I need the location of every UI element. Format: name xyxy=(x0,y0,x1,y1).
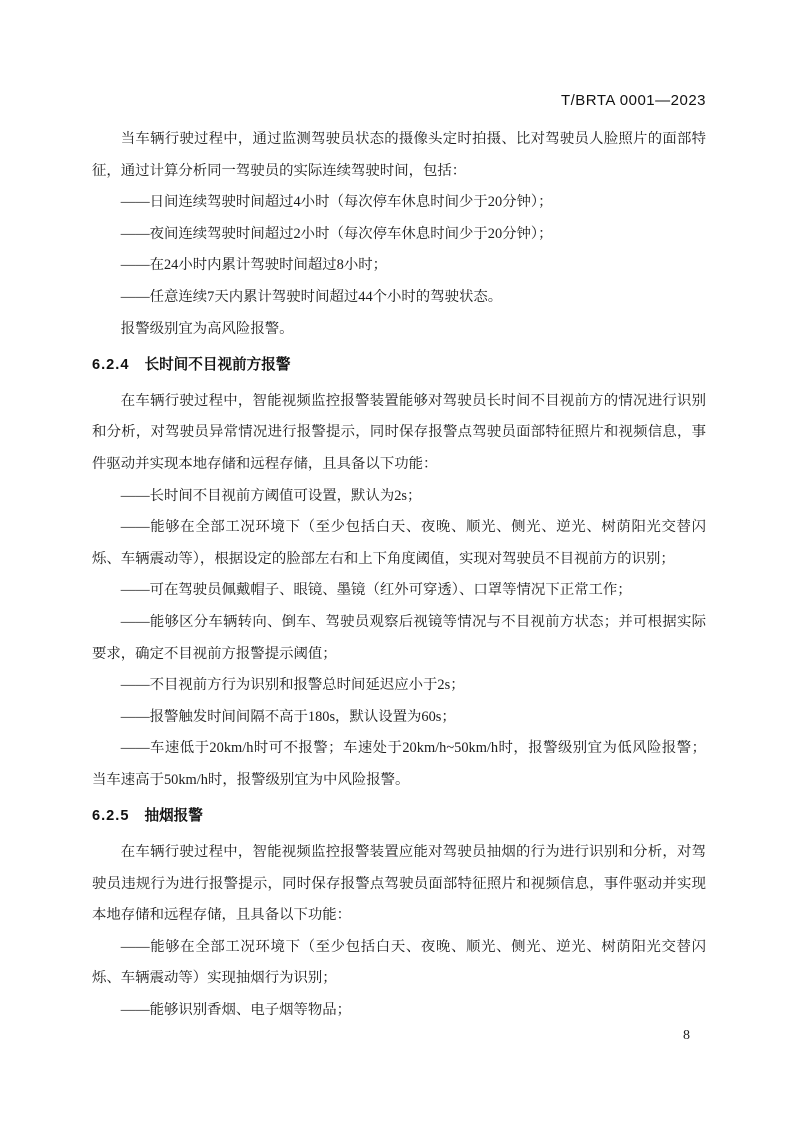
list-item: ——长时间不目视前方阈值可设置，默认为2s； xyxy=(120,487,422,504)
list-item: ——能够在全部工况环境下（至少包括白天、夜晚、顺光、侧光、逆光、树荫阳光交替闪烁、车辆震动等）实现抽烟行为识别； xyxy=(92,938,706,987)
doc-number: T/BRTA 0001—2023 xyxy=(560,92,706,109)
list-item: ——车速低于20km/h时可不报警；车速处于20km/h~50km/h时，报警级别宜为低风险报警；当车速高于50km/h时，报警级别宜为中风险报警。 xyxy=(92,740,706,788)
list-item: ——报警触发时间间隔不高于180s，默认设置为60s； xyxy=(120,708,456,725)
intro-closing: 报警级别宜为高风险报警。 xyxy=(120,320,294,337)
list-item: ——夜间连续驾驶时间超过2小时（每次停车休息时间少于20分钟）； xyxy=(120,225,553,242)
section-title: 抽烟报警 xyxy=(144,808,203,825)
section-number: 6.2.5 xyxy=(92,808,130,825)
page-footer xyxy=(683,1028,690,1044)
list-item: ——任意连续7天内累计驾驶时间超过44个小时的驾驶状态。 xyxy=(120,288,503,305)
list-item: ——不目视前方行为识别和报警总时间延迟应小于2s； xyxy=(120,677,465,694)
document-body xyxy=(92,124,706,1027)
section-number: 6.2.4 xyxy=(92,357,130,374)
section-heading-624 xyxy=(92,350,706,382)
list-item: ——能够区分车辆转向、倒车、驾驶员观察后视镜等情况与不目视前方状态；并可根据实际要求，确定不目视前方报警提示阈值； xyxy=(92,613,706,662)
section-624-paragraph: 在车辆行驶过程中，智能视频监控报警装置能够对驾驶员长时间不目视前方的情况进行识别和分析，对驾驶员异常情况进行报警提示，同时保存报警点驾驶员面部特征照片和视频信息，事件驱动并实现本地存储和远程存储，且具备以下功能： xyxy=(92,392,706,472)
list-item: ——日间连续驾驶时间超过4小时（每次停车休息时间少于20分钟）； xyxy=(120,194,553,211)
running-header xyxy=(561,92,706,109)
page-number: 8 xyxy=(683,1028,690,1043)
list-item: ——在24小时内累计驾驶时间超过8小时； xyxy=(120,257,388,274)
section-625-paragraph: 在车辆行驶过程中，智能视频监控报警装置应能对驾驶员抽烟的行为进行识别和分析，对驾驶员违规行为进行报警提示，同时保存报警点驾驶员面部特征照片和视频信息，事件驱动并实现本地存储和远程存储，且具备以下功能： xyxy=(92,844,706,924)
section-title: 长时间不目视前方报警 xyxy=(144,357,291,374)
section-heading-625 xyxy=(92,801,706,833)
list-item: ——可在驾驶员佩戴帽子、眼镜、墨镜（红外可穿透）、口罩等情况下正常工作； xyxy=(120,582,632,599)
intro-paragraph: 当车辆行驶过程中，通过监测驾驶员状态的摄像头定时拍摄、比对驾驶员人脸照片的面部特征，通过计算分析同一驾驶员的实际连续驾驶时间，包括： xyxy=(92,131,706,179)
list-item: ——能够识别香烟、电子烟等物品； xyxy=(120,1002,352,1019)
list-item: ——能够在全部工况环境下（至少包括白天、夜晚、顺光、侧光、逆光、树荫阳光交替闪烁、车辆震动等），根据设定的脸部左右和上下角度阈值，实现对驾驶员不目视前方的识别； xyxy=(92,519,706,567)
